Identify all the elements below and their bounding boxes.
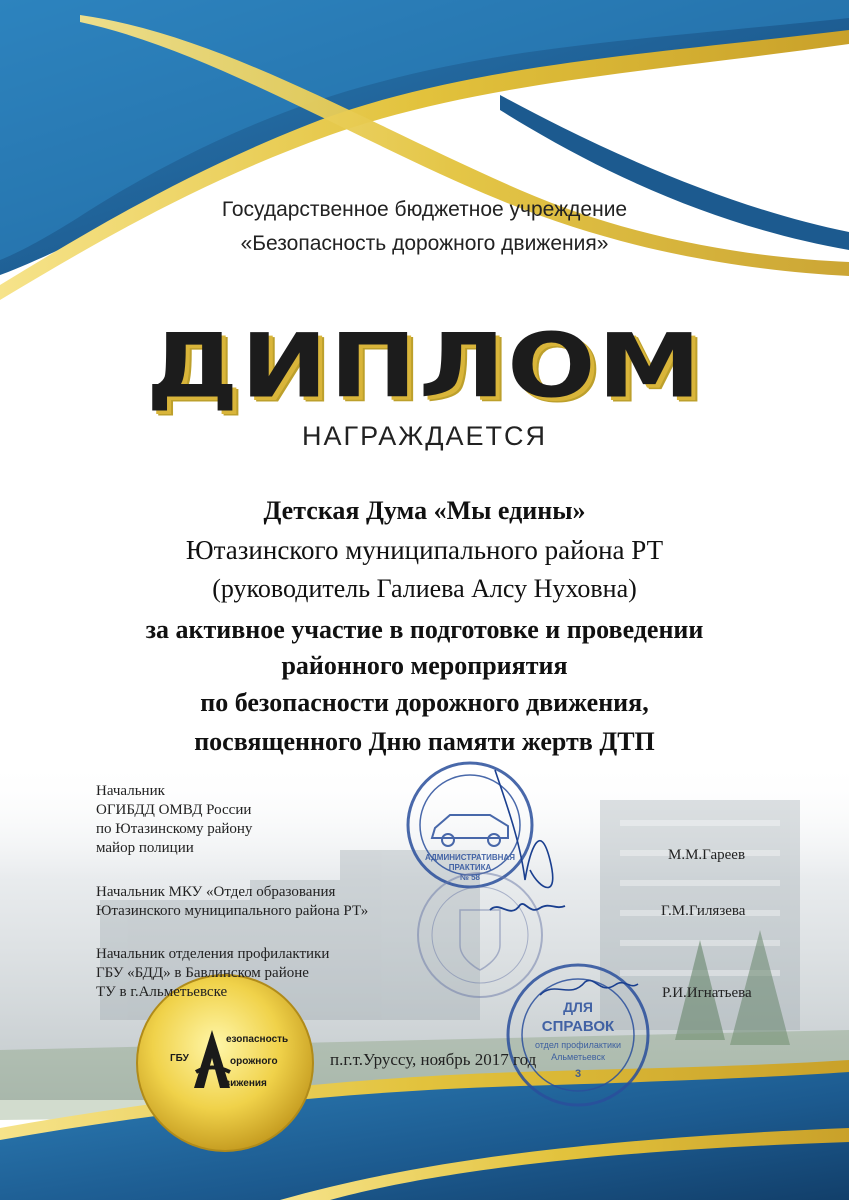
signature-1-role-line-4: майор полиции [96, 840, 194, 856]
place-date: п.г.т.Уруссу, ноябрь 2017 год [330, 1050, 537, 1069]
reason-line-4: посвященного Дню памяти жертв ДТП [194, 727, 655, 756]
organization-line-2: «Безопасность дорожного движения» [240, 232, 609, 255]
reference-stamp [508, 965, 648, 1105]
recipient-leader: (руководитель Галиева Алсу Нуховна) [212, 574, 637, 603]
signature-block-3 [96, 945, 426, 1002]
stamp1-text-2: ПРАКТИКА [448, 863, 492, 872]
reason-line-1: за активное участие в подготовке и проведении [145, 615, 704, 644]
logo-word-2: орожного [230, 1056, 278, 1067]
signature-1-role-line-1: Начальник [96, 783, 165, 799]
signature-3-name: Р.И.Игнатьева [662, 985, 752, 1001]
logo-word-1: езопасность [226, 1034, 289, 1045]
stamp3-number: 3 [574, 1068, 582, 1080]
signature-2-role-line-1: Начальник МКУ «Отдел образования [96, 884, 336, 900]
signature-2-name: Г.М.Гилязева [661, 903, 746, 919]
bdd-logo [166, 1020, 289, 1100]
signature-1-role-line-2: ОГИБДД ОМВД России [96, 802, 252, 818]
signature-block-1 [96, 782, 416, 858]
signature-3-role-line-2: ГБУ «БДД» в Бавлинском районе [96, 965, 309, 981]
education-stamp [418, 873, 542, 997]
signature-1-name: М.М.Гареев [668, 847, 746, 863]
logo-word-3: вижения [224, 1078, 267, 1089]
recipient-district: Ютазинского муниципального района РТ [185, 535, 664, 565]
logo-abbr: ГБУ [170, 1053, 189, 1064]
stamp3-line4: Альметьевск [551, 1052, 605, 1062]
reason-line-2: районного мероприятия [281, 651, 568, 680]
stamp3-line3: отдел профилактики [534, 1040, 622, 1050]
signature-3-role-line-3: ТУ в г.Альметьевске [96, 984, 228, 1000]
signature-block-2 [96, 883, 426, 921]
stamp3-line2: СПРАВОК [541, 1018, 615, 1035]
reason-line-3: по безопасности дорожного движения, [200, 688, 649, 717]
stamp1-text: АДМИНИСТРАТИВНАЯ [425, 853, 515, 862]
signature-2-role-line-2: Ютазинского муниципального района РТ» [96, 903, 369, 919]
signature-1-role-line-3: по Ютазинскому району [96, 821, 253, 837]
organization-line-1: Государственное бюджетное учреждение [221, 198, 628, 221]
awarded-label: НАГРАЖДАЕТСЯ [301, 421, 548, 451]
recipient-name: Детская Дума «Мы едины» [263, 496, 586, 525]
diploma-title: ДИПЛОМ [146, 314, 703, 418]
signature-3-role-line-1: Начальник отделения профилактики [96, 946, 330, 962]
stamp3-line1: ДЛЯ [563, 999, 593, 1015]
stamp1-number: № 58 [459, 873, 481, 882]
stamps-and-signatures [390, 760, 810, 1130]
